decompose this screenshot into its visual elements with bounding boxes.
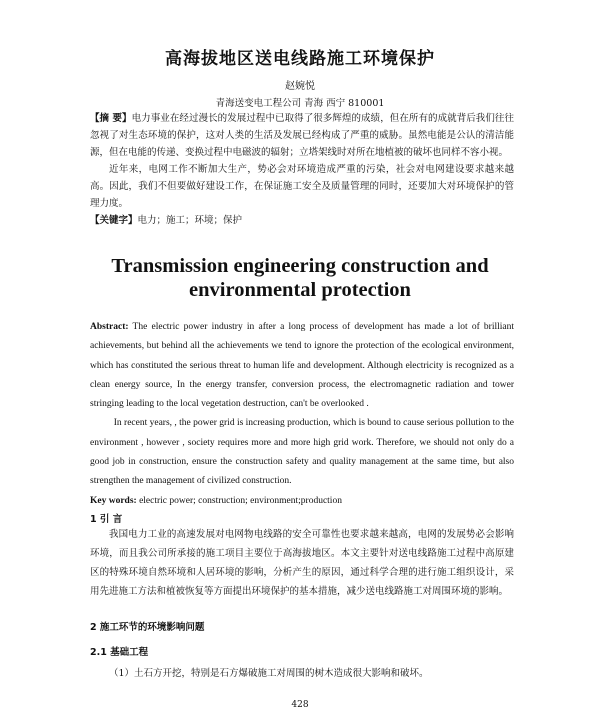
chinese-abstract-para2: 近年来，电网工作不断加大生产，势必会对环境造成严重的污染，社会对电网建设要求越来越高。因此，我们不但要做好建设工作，在保证施工安全及质量管理的同时，还要加大对环境保护的管理力度。 bbox=[90, 164, 514, 209]
chinese-abstract-text: 电力事业在经过漫长的发展过程中已取得了很多辉煌的成绩，但在所有的成就背后我们往往忽视了对生态环境的保护，这对人类的生活及发展已经构成了严重的威胁。虽然电能是公认的清洁能源，但在电能的传递、变换过程中电磁波的辐射；立塔架线时对所在地植被的破坏也同样不容小视。 bbox=[90, 113, 514, 158]
english-abstract bbox=[90, 318, 514, 511]
section-1-body bbox=[90, 525, 514, 601]
section-2-1-heading: 2.1 基础工程 bbox=[90, 647, 149, 658]
english-abstract-label: Abstract: bbox=[90, 322, 129, 332]
english-keywords-text: electric power; construction; environment;production bbox=[139, 495, 342, 506]
author-affiliation: 青海送变电工程公司 青海 西宁 810001 bbox=[215, 98, 385, 109]
chinese-abstract-label: 【摘 要】 bbox=[90, 113, 132, 124]
chinese-title: 高海拔地区送电线路施工环境保护 bbox=[165, 49, 435, 69]
english-abstract-para1 bbox=[90, 318, 514, 414]
chinese-abstract bbox=[90, 110, 514, 229]
section-1-heading: 1 引 言 bbox=[90, 514, 123, 525]
english-abstract-text: The electric power industry in after a long process of development has made a lot of brilliant achievements, but behind all the achievements we tend to ignore the protection of the ecological environment, which has constituted the serious threat to human life and development. Although electricity is recognized as a clean energy source, In the energy transfer, conversion process, the electromagnetic radiation and tower stringing leading to the local vegetation destruction, can't be overlooked . bbox=[90, 322, 514, 410]
chinese-keywords-text: 电力；施工；环境；保护 bbox=[137, 215, 243, 226]
author-name: 赵婉悦 bbox=[285, 81, 315, 92]
page-number: 428 bbox=[291, 700, 309, 710]
english-title: Transmission engineering construction and environmental protection bbox=[111, 255, 489, 301]
section-2-heading: 2 施工环节的环境影响问题 bbox=[90, 622, 205, 633]
chinese-keywords bbox=[90, 212, 514, 229]
english-keywords-label: Key words: bbox=[90, 495, 137, 506]
chinese-abstract-para1 bbox=[90, 110, 514, 161]
english-keywords bbox=[90, 492, 514, 511]
section-2-1-body bbox=[90, 664, 514, 683]
section-1-text: 我国电力工业的高速发展对电网物电线路的安全可靠性也要求越来越高，电网的发展势必会影响环境，而且我公司所承接的施工项目主要位于高海拔地区。本文主要针对送电线路施工过程中高原建区的特殊环境自然环境和人居环境的影响，分析产生的原因，通过科学合理的进行施工组织设计，采用先进施工方法和植被恢复等方面提出环境保护的基本措施，减少送电线路施工对周围环境的影响。 bbox=[90, 529, 514, 597]
section-2-1-text: （1）土石方开挖，特别是石方爆破施工对周围的树木造成很大影响和破坏。 bbox=[109, 668, 429, 679]
chinese-keywords-label: 【关键字】 bbox=[90, 215, 138, 226]
english-abstract-para2: In recent years, , the power grid is increasing production, which is bound to cause serious pollution to the environment , however , society requires more and more high grid work. Therefore, we should not only do a good job in construction, ensure the construction safety and quality management at the same time, but also strengthen the management of civilized construction. bbox=[90, 418, 514, 487]
